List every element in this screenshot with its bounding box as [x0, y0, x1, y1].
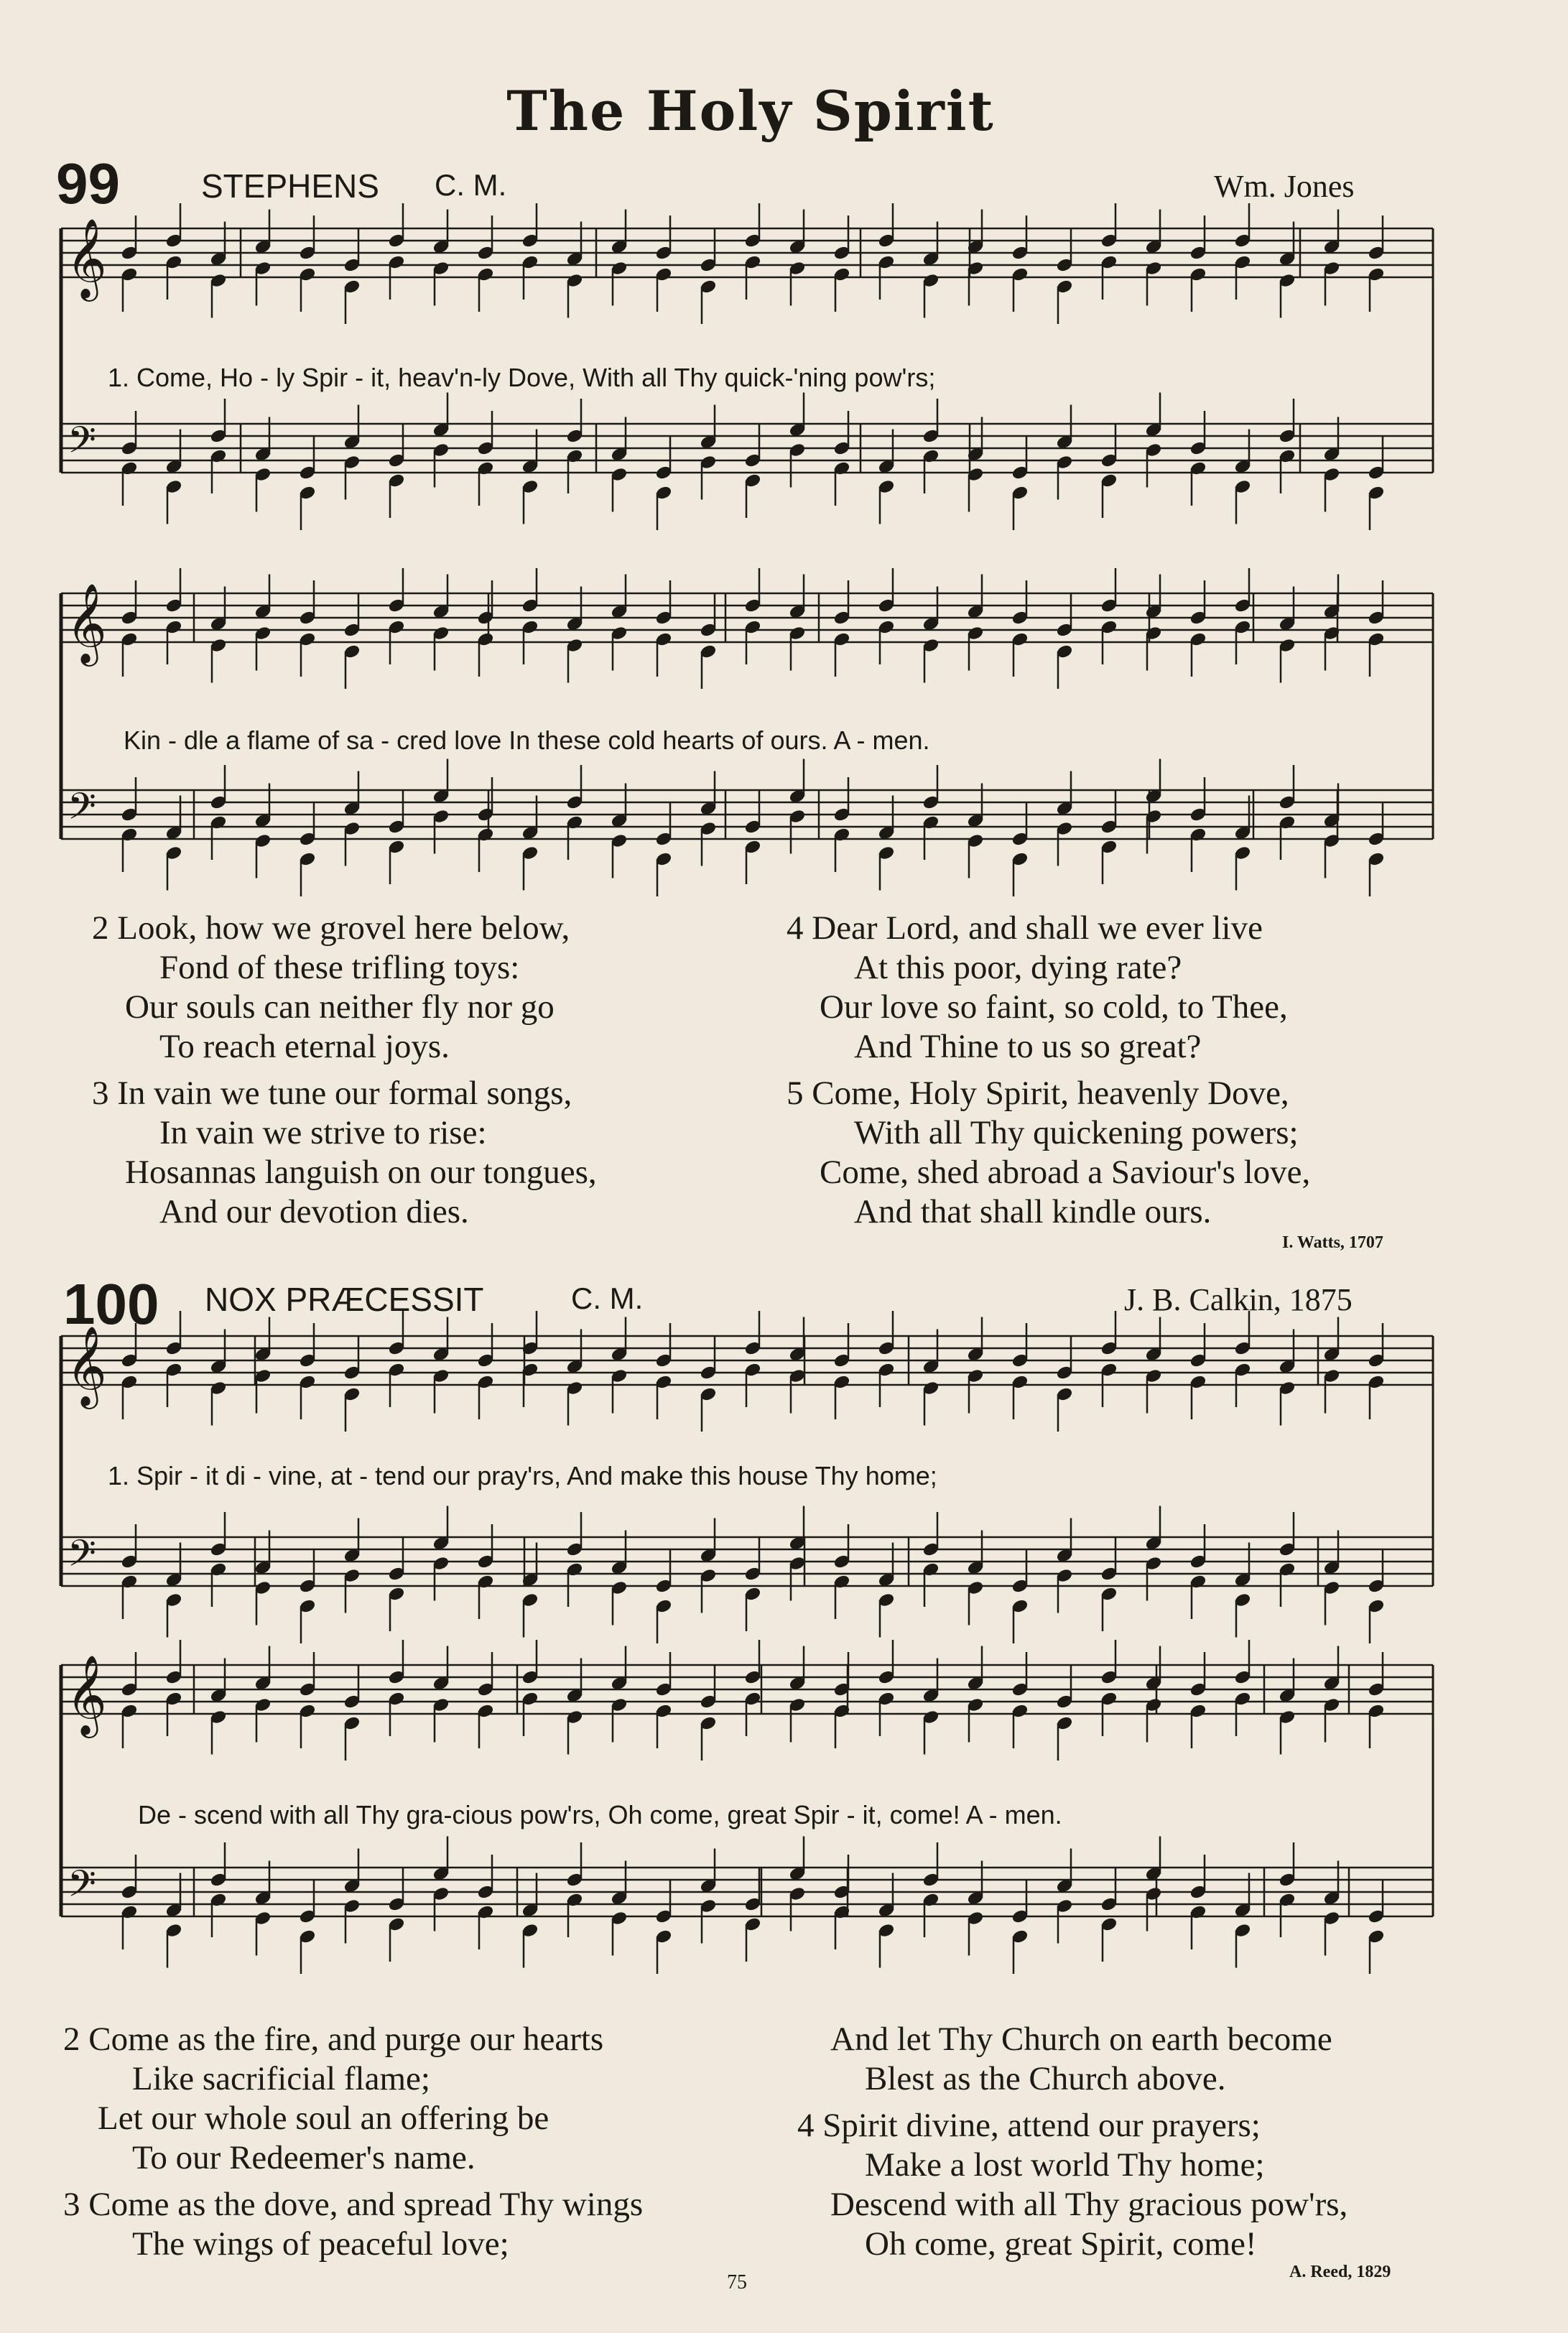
- hymn-99-meter: C. M.: [435, 168, 507, 202]
- page-number: 75: [727, 2271, 747, 2293]
- verse-line: With all Thy quickening powers;: [854, 1114, 1299, 1151]
- hymn-99-lyrics-line-2: Kin - dle a flame of sa - cred love In these cold hearts of ours. A - men.: [124, 725, 930, 755]
- page-title: The Holy Spirit: [506, 79, 995, 143]
- treble-clef-icon: 𝄞: [66, 1325, 107, 1406]
- hymn-100-lyrics-line-2: De - scend with all Thy gra-cious pow'rs, Oh come, great Spir - it, come! A - men.: [138, 1800, 1062, 1829]
- treble-clef-icon: 𝄞: [66, 1654, 107, 1735]
- verse-line: The wings of peaceful love;: [132, 2225, 509, 2263]
- verse-line: Our souls can neither fly nor go: [125, 988, 555, 1026]
- hymn-99-credit: I. Watts, 1707: [1282, 1233, 1383, 1252]
- verse-line: At this poor, dying rate?: [854, 949, 1182, 986]
- verse-line: And let Thy Church on earth become: [830, 2021, 1332, 2058]
- hymn-100-composer: J. B. Calkin, 1875: [1124, 1282, 1353, 1317]
- verse-line: Blest as the Church above.: [865, 2060, 1226, 2097]
- verse-line: 5 Come, Holy Spirit, heavenly Dove,: [787, 1075, 1289, 1112]
- verse-line: Let our whole soul an offering be: [98, 2100, 549, 2137]
- bass-clef-icon: 𝄢: [68, 1531, 96, 1584]
- hymn-100-credit: A. Reed, 1829: [1289, 2263, 1391, 2281]
- hymn-99-verses-left: [92, 909, 597, 1232]
- hymn-100-tune: NOX PRÆCESSIT: [205, 1281, 484, 1318]
- verse-line: To our Redeemer's name.: [132, 2139, 475, 2176]
- verse-line: 4 Spirit divine, attend our prayers;: [797, 2107, 1261, 2144]
- verse-line: Our love so faint, so cold, to Thee,: [820, 988, 1288, 1026]
- hymn-100-verses-right: [797, 2020, 1347, 2264]
- hymn-99-lyrics-line-1: 1. Come, Ho - ly Spir - it, heav'n-ly Dove, With all Thy quick-'ning pow'rs;: [108, 363, 936, 392]
- treble-clef-icon: 𝄞: [66, 583, 107, 663]
- bass-clef-icon: 𝄢: [68, 1862, 96, 1914]
- verse-line: To reach eternal joys.: [159, 1028, 450, 1065]
- hymn-100-lyrics-line-1: 1. Spir - it di - vine, at - tend our pray'rs, And make this house Thy home;: [108, 1461, 937, 1490]
- verse-line: Come, shed abroad a Saviour's love,: [820, 1154, 1311, 1191]
- verse-line: Hosannas languish on our tongues,: [125, 1154, 597, 1191]
- verse-line: And our devotion dies.: [159, 1193, 469, 1230]
- hymn-99-tune: STEPHENS: [201, 167, 379, 205]
- hymn-99-number: 99: [56, 152, 120, 215]
- bass-clef-icon: 𝄢: [68, 418, 96, 470]
- verse-line: 2 Come as the fire, and purge our hearts: [63, 2021, 604, 2058]
- hymn-99-composer: Wm. Jones: [1214, 169, 1355, 204]
- verse-line: And Thine to us so great?: [854, 1028, 1202, 1065]
- hymn-100-meter: C. M.: [571, 1281, 644, 1315]
- verse-line: 3 Come as the dove, and spread Thy wings: [63, 2186, 644, 2223]
- verse-line: In vain we strive to rise:: [159, 1114, 487, 1151]
- verse-line: 2 Look, how we grovel here below,: [92, 909, 570, 947]
- bass-clef-icon: 𝄢: [68, 784, 96, 837]
- verse-line: And that shall kindle ours.: [854, 1193, 1212, 1230]
- verse-line: Oh come, great Spirit, come!: [865, 2225, 1257, 2263]
- hymn-100-verses-left: [63, 2020, 643, 2264]
- hymn-100-number: 100: [63, 1272, 159, 1336]
- verse-line: 4 Dear Lord, and shall we ever live: [787, 909, 1263, 947]
- treble-clef-icon: 𝄞: [66, 218, 107, 298]
- verse-line: Fond of these trifling toys:: [159, 949, 520, 986]
- verse-line: Like sacrificial flame;: [132, 2060, 430, 2097]
- verse-line: Descend with all Thy gracious pow'rs,: [830, 2186, 1348, 2223]
- verse-line: 3 In vain we tune our formal songs,: [92, 1075, 572, 1112]
- verse-line: Make a lost world Thy home;: [865, 2146, 1265, 2184]
- hymn-99-verses-right: [787, 909, 1310, 1232]
